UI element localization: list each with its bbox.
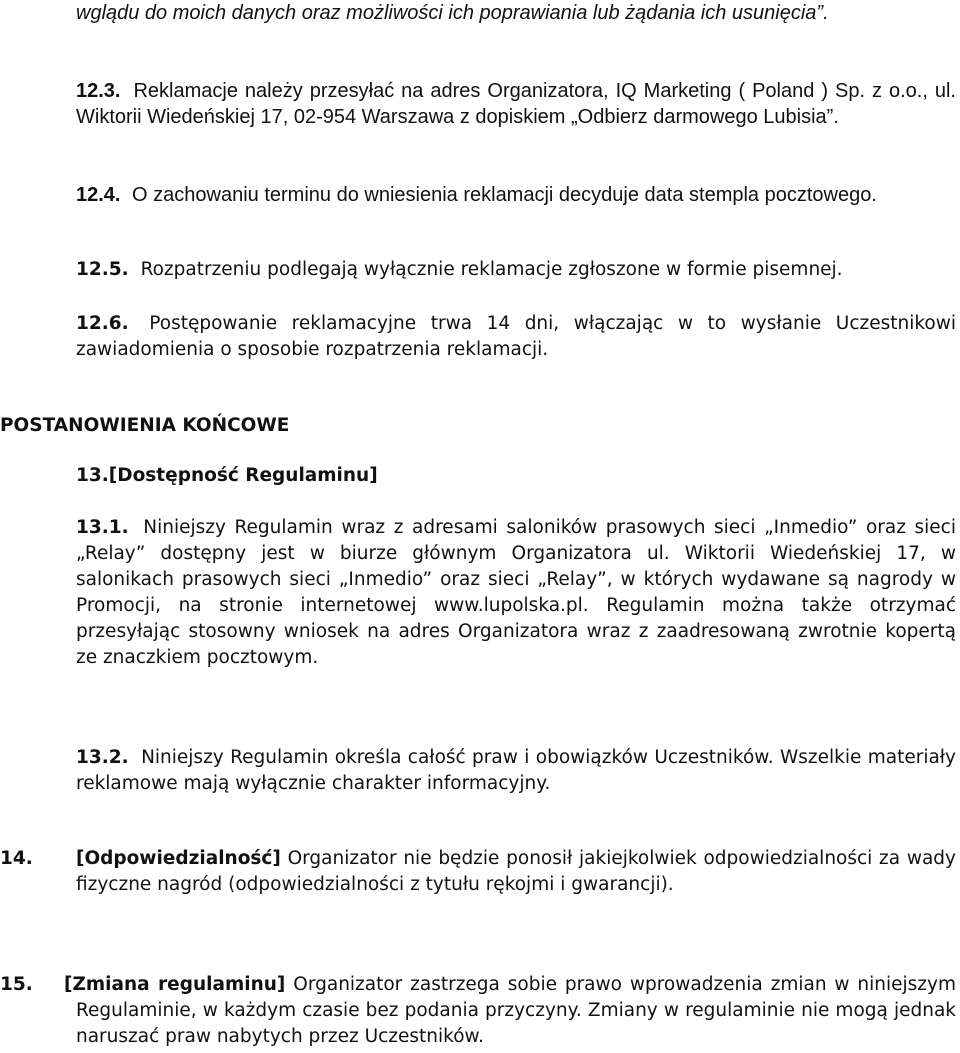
list-item-12-5 [76, 257, 956, 283]
paragraph-13-1 [76, 515, 956, 671]
section-14 [0, 846, 956, 898]
item-number: 12.3. [76, 80, 121, 102]
item-text: Rozpatrzeniu podlegają wyłącznie reklamacje zgłoszone w formie pisemnej. [140, 259, 843, 280]
paragraph-number: 13.1. [76, 517, 129, 538]
section-heading: [Odpowiedzialność] [76, 848, 281, 869]
paragraph-text: Niniejszy Regulamin wraz z adresami saloników prasowych sieci „Inmedio” oraz sieci „Relay” dostępny jest w biurze głównym Organizatora ul. Wiktorii Wiedeńskiej 17, w salonikach prasowych sieci „Inmedio” oraz sieci „Relay”, w których wydawane są nagrody w Promocji, na stronie internetowej www.lupolska.pl. Regulamin można także otrzymać przesyłając stosowny wniosek na adres Organizatora wraz z zaadresowaną zwrotnie kopertą ze znaczkiem pocztowym. [76, 517, 956, 668]
section-number: 15. [0, 974, 33, 995]
list-item-12-3 [76, 78, 956, 130]
intro-fragment: wglądu do moich danych oraz możliwości ich poprawiania lub żądania ich usunięcia”. [76, 2, 829, 24]
subsection-title: 13.[Dostępność Regulaminu] [76, 465, 378, 486]
section-15 [0, 972, 956, 1050]
list-item-12-6 [76, 311, 956, 363]
list-item-12-4 [76, 182, 956, 208]
paragraph-13-2 [76, 745, 956, 797]
item-text: Postępowanie reklamacyjne trwa 14 dni, włączając w to wysłanie Uczestnikowi zawiadomienia o sposobie rozpatrzenia reklamacji. [76, 313, 956, 360]
item-text: O zachowaniu terminu do wniesienia reklamacji decyduje data stempla pocztowego. [132, 184, 877, 206]
section-text: Organizator zastrzega sobie prawo wprowadzenia zmian w niniejszym Regulaminie, w każdym czasie bez podania przyczyny. Zmiany w regulaminie nie mogą jednak naruszać praw nabytych przez Uczestników. [76, 974, 956, 1047]
paragraph-number: 13.2. [76, 747, 129, 768]
paragraph-text: Niniejszy Regulamin określa całość praw i obowiązków Uczestników. Wszelkie materiały reklamowe mają wyłącznie charakter informacyjny. [76, 747, 956, 794]
section-text: Organizator nie będzie ponosił jakiejkolwiek odpowiedzialności za wady fizyczne nagród (odpowiedzialności z tytułu rękojmi i gwarancji). [76, 848, 956, 895]
item-number: 12.6. [76, 313, 129, 334]
item-number: 12.5. [76, 259, 129, 280]
section-title: POSTANOWIENIA KOŃCOWE [0, 415, 290, 436]
section-heading: [Zmiana regulaminu] [64, 974, 286, 995]
item-number: 12.4. [76, 184, 121, 206]
item-text: Reklamacje należy przesyłać na adres Organizatora, IQ Marketing ( Poland ) Sp. z o.o., ul. Wiktorii Wiedeńskiej 17, 02-954 Warszawa z dopiskiem „Odbierz darmowego Lubisia”. [76, 80, 956, 128]
section-number: 14. [0, 848, 33, 869]
